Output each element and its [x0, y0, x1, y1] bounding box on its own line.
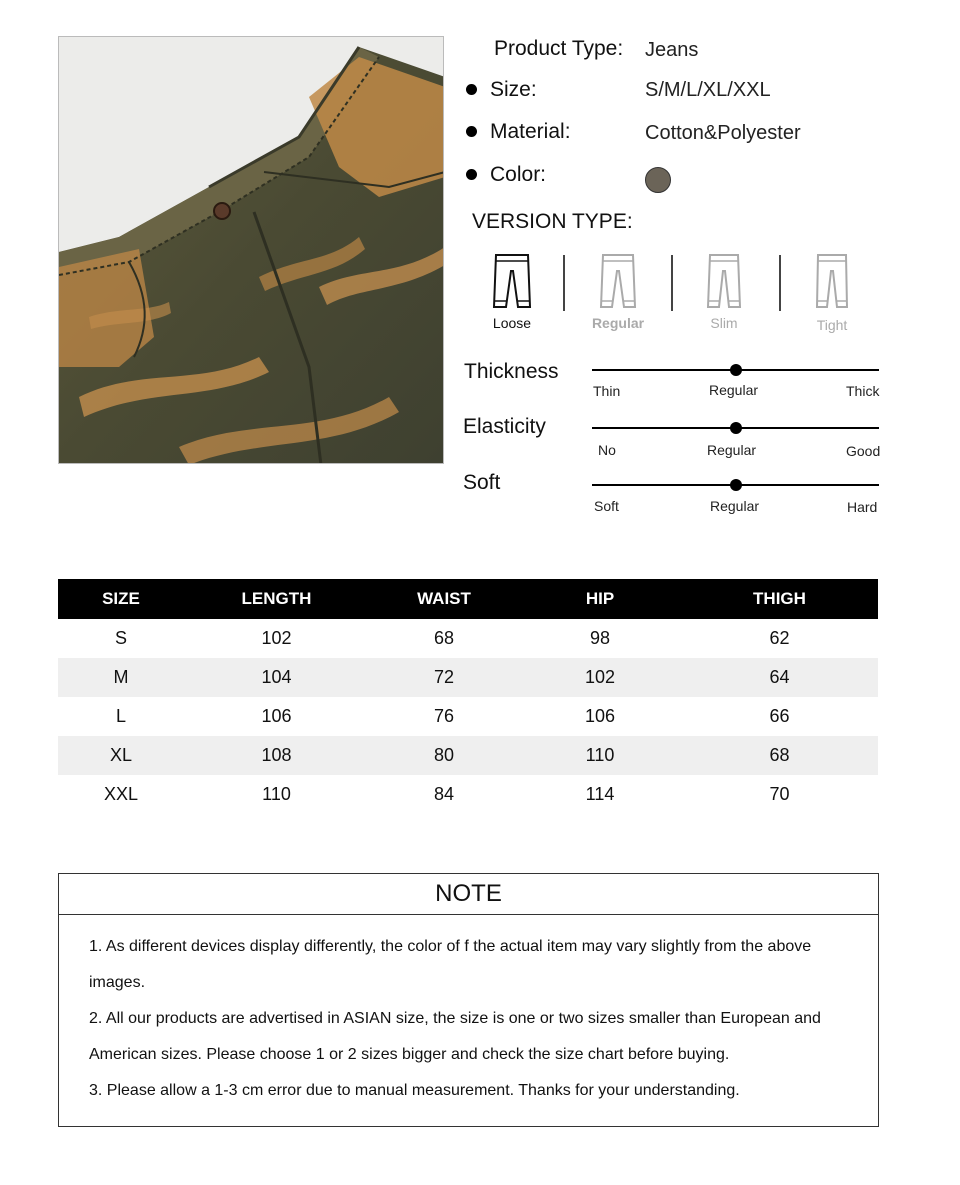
elasticity-marker: [730, 422, 742, 434]
color-swatch: [645, 167, 671, 193]
bullet-icon: [466, 126, 477, 137]
pants-icon: [812, 253, 852, 309]
version-type-title: VERSION TYPE:: [472, 210, 633, 233]
note-line: 3. Please allow a 1-3 cm error due to manual measurement. Thanks for your understanding.: [89, 1082, 740, 1099]
table-cell: 64: [681, 658, 878, 697]
divider: [671, 255, 673, 311]
pants-icon: [598, 253, 638, 309]
product-photo: [58, 36, 444, 464]
version-type-regular: [583, 253, 653, 331]
size-chart-table: [58, 579, 878, 814]
product-type-label: Product Type:: [494, 37, 624, 60]
table-row: [58, 619, 878, 658]
table-row: [58, 775, 878, 814]
elasticity-mid: Regular: [707, 442, 757, 458]
note-line: 2. All our products are advertised in ASIAN size, the size is one or two sizes smaller than European and American sizes. Please choose 1 or 2 sizes bigger and check the size chart before buying.: [89, 1010, 821, 1063]
table-cell: 102: [261, 628, 292, 648]
note-title: NOTE: [59, 874, 878, 915]
table-header-cell: SIZE: [58, 579, 184, 619]
thickness-title: Thickness: [464, 360, 559, 383]
note-body: [59, 915, 878, 1109]
thickness-mid: Regular: [709, 382, 759, 398]
product-type-value: Jeans: [645, 39, 699, 61]
table-cell: 76: [433, 706, 455, 726]
soft-marker: [730, 479, 742, 491]
table-cell: XL: [58, 736, 184, 775]
note-box: [58, 873, 879, 1127]
table-header-row: [58, 579, 878, 619]
soft-max: Hard: [847, 499, 878, 515]
table-cell: 80: [369, 736, 519, 775]
table-cell: 114: [585, 784, 615, 804]
thickness-marker: [730, 364, 742, 376]
version-type-label: Tight: [816, 317, 848, 333]
table-cell: 106: [261, 706, 292, 726]
table-cell: 110: [519, 736, 681, 775]
table-header-cell: HIP: [519, 579, 681, 619]
soft-mid: Regular: [710, 498, 760, 514]
version-type-slim: [689, 253, 759, 331]
thickness-min: Thin: [593, 383, 621, 399]
table-row: [58, 736, 878, 775]
table-cell: 108: [184, 736, 369, 775]
table-header-cell: LENGTH: [184, 579, 369, 619]
size-value: S/M/L/XL/XXL: [645, 79, 771, 101]
bullet-icon: [466, 84, 477, 95]
table-cell: 68: [433, 628, 455, 648]
table-cell: XXL: [103, 784, 139, 804]
table-header-cell: WAIST: [369, 579, 519, 619]
table-cell: 66: [769, 706, 790, 726]
elasticity-max: Good: [846, 443, 881, 459]
table-cell: L: [115, 706, 126, 726]
color-label: Color:: [490, 163, 547, 186]
thickness-max: Thick: [846, 383, 880, 399]
version-type-loose: [477, 253, 547, 331]
table-cell: M: [58, 658, 184, 697]
table-cell: 84: [433, 784, 455, 804]
pants-icon: [704, 253, 744, 309]
table-cell: 98: [589, 628, 611, 648]
elasticity-title: Elasticity: [463, 415, 546, 438]
divider: [563, 255, 565, 311]
table-cell: 72: [369, 658, 519, 697]
table-cell: 68: [681, 736, 878, 775]
table-row: [58, 658, 878, 697]
version-type-label: Loose: [492, 315, 532, 331]
size-label: Size:: [490, 78, 537, 101]
table-header-cell: THIGH: [681, 579, 878, 619]
soft-min: Soft: [594, 498, 619, 514]
table-cell: 104: [184, 658, 369, 697]
material-value: Cotton&Polyester: [645, 122, 801, 144]
note-line: 1. As different devices display differently, the color of f the actual item may vary slightly from the above images.: [89, 938, 812, 991]
table-cell: 102: [519, 658, 681, 697]
table-cell: 110: [262, 784, 291, 804]
table-cell: S: [114, 628, 127, 648]
version-type-tight: [797, 253, 867, 333]
elasticity-min: No: [598, 442, 616, 458]
pants-icon: [492, 253, 532, 309]
soft-title: Soft: [463, 471, 501, 494]
table-row: [58, 697, 878, 736]
table-cell: 62: [769, 628, 790, 648]
version-type-label: Regular: [591, 315, 645, 331]
table-cell: 70: [769, 784, 790, 804]
material-label: Material:: [490, 120, 571, 143]
bullet-icon: [466, 169, 477, 180]
version-type-label: Slim: [710, 315, 738, 331]
divider: [779, 255, 781, 311]
table-cell: 106: [584, 706, 616, 726]
